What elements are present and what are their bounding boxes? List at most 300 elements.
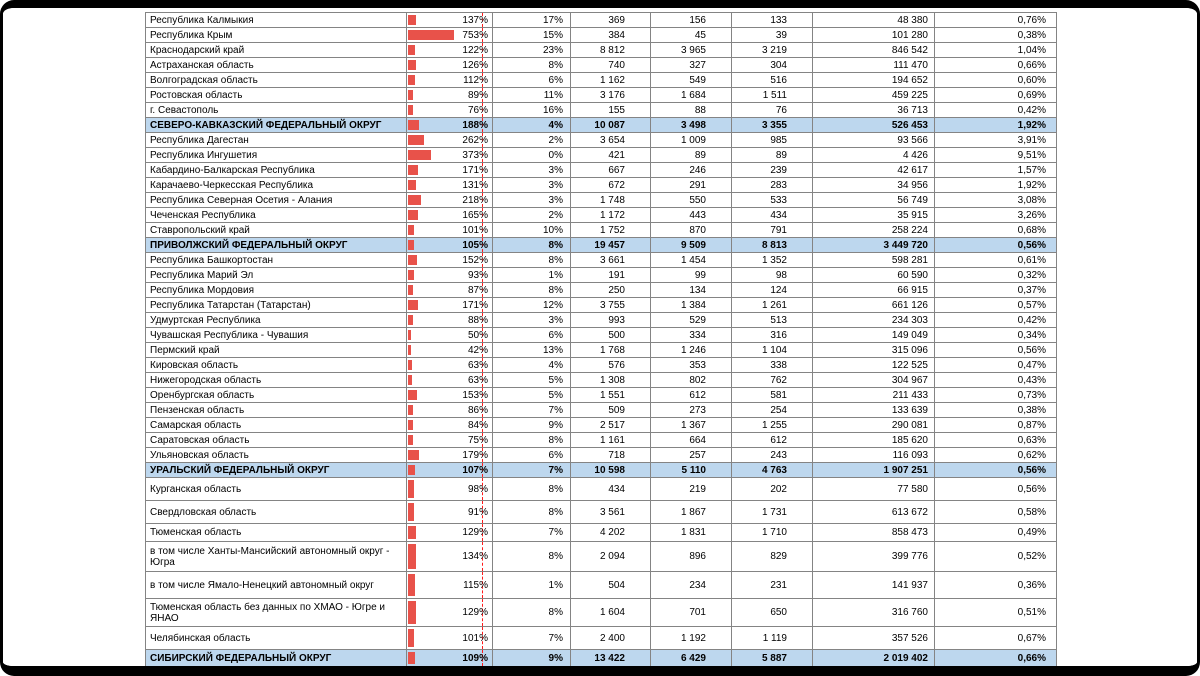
count-b-cell: 1 384 [651, 298, 732, 313]
count-c-cell: 513 [732, 313, 813, 328]
count-c-cell: 124 [732, 283, 813, 298]
region-name-cell: Тюменская область [146, 524, 407, 542]
growth-bar-cell [407, 193, 493, 208]
region-name-cell: УРАЛЬСКИЙ ФЕДЕРАЛЬНЫЙ ОКРУГ [146, 463, 407, 478]
growth-bar-cell [407, 358, 493, 373]
total-count-cell: 613 672 [813, 501, 935, 524]
growth-bar-cell [407, 208, 493, 223]
share-percent-cell: 10% [493, 223, 571, 238]
growth-bar-cell [407, 373, 493, 388]
share-percent-cell: 6% [493, 73, 571, 88]
growth-bar-cell [407, 103, 493, 118]
total-count-cell: 526 453 [813, 118, 935, 133]
count-c-cell: 650 [732, 599, 813, 627]
count-c-cell: 283 [732, 178, 813, 193]
region-row [146, 163, 1057, 178]
ratio-percent-cell: 0,66% [935, 58, 1057, 73]
count-c-cell: 98 [732, 268, 813, 283]
region-name-cell: в том числе Ханты-Мансийский автономный округ - Югра [146, 542, 407, 572]
count-a-cell: 740 [571, 58, 651, 73]
growth-bar-cell [407, 388, 493, 403]
share-percent-cell: 9% [493, 418, 571, 433]
share-percent-cell: 7% [493, 463, 571, 478]
region-name-cell: Чувашская Республика - Чувашия [146, 328, 407, 343]
district-total-row [146, 650, 1057, 667]
count-c-cell: 612 [732, 433, 813, 448]
total-count-cell: 598 281 [813, 253, 935, 268]
growth-bar-cell [407, 148, 493, 163]
share-percent-cell: 8% [493, 501, 571, 524]
ratio-percent-cell: 0,60% [935, 73, 1057, 88]
ratio-percent-cell: 0,76% [935, 13, 1057, 28]
region-name-cell: Челябинская область [146, 627, 407, 650]
total-count-cell: 60 590 [813, 268, 935, 283]
total-count-cell: 290 081 [813, 418, 935, 433]
count-a-cell: 993 [571, 313, 651, 328]
ratio-percent-cell: 1,04% [935, 43, 1057, 58]
count-c-cell: 1 119 [732, 627, 813, 650]
share-percent-cell: 3% [493, 178, 571, 193]
count-a-cell: 191 [571, 268, 651, 283]
count-a-cell: 3 661 [571, 253, 651, 268]
growth-percent-value: 87% [467, 284, 488, 296]
region-name-cell: Свердловская область [146, 501, 407, 524]
share-percent-cell: 5% [493, 388, 571, 403]
share-percent-cell: 13% [493, 343, 571, 358]
region-row [146, 313, 1057, 328]
count-b-cell: 870 [651, 223, 732, 238]
count-b-cell: 549 [651, 73, 732, 88]
count-c-cell: 985 [732, 133, 813, 148]
growth-bar-cell [407, 599, 493, 627]
total-count-cell: 304 967 [813, 373, 935, 388]
share-percent-cell: 8% [493, 433, 571, 448]
growth-percent-value: 131% [462, 179, 488, 191]
growth-percent-value: 86% [467, 404, 488, 416]
growth-bar-cell [407, 298, 493, 313]
region-row [146, 418, 1057, 433]
district-total-row [146, 463, 1057, 478]
share-percent-cell: 3% [493, 193, 571, 208]
ratio-percent-cell: 0,56% [935, 478, 1057, 501]
region-row [146, 478, 1057, 501]
growth-percent-value: 165% [462, 209, 488, 221]
share-percent-cell: 7% [493, 524, 571, 542]
region-name-cell: Республика Башкортостан [146, 253, 407, 268]
count-b-cell: 99 [651, 268, 732, 283]
ratio-percent-cell: 0,38% [935, 403, 1057, 418]
ratio-percent-cell: 0,56% [935, 238, 1057, 253]
growth-bar-cell [407, 223, 493, 238]
count-c-cell: 239 [732, 163, 813, 178]
growth-percent-value: 76% [467, 104, 488, 116]
growth-percent-value: 753% [462, 29, 488, 41]
ratio-percent-cell: 9,51% [935, 148, 1057, 163]
growth-bar-cell [407, 13, 493, 28]
region-name-cell: Республика Ингушетия [146, 148, 407, 163]
count-a-cell: 1 604 [571, 599, 651, 627]
region-name-cell: Саратовская область [146, 433, 407, 448]
region-name-cell: Ростовская область [146, 88, 407, 103]
share-percent-cell: 6% [493, 448, 571, 463]
region-row [146, 268, 1057, 283]
count-a-cell: 3 654 [571, 133, 651, 148]
ratio-percent-cell: 0,61% [935, 253, 1057, 268]
count-b-cell: 291 [651, 178, 732, 193]
growth-percent-value: 107% [462, 464, 488, 476]
growth-bar-cell [407, 542, 493, 572]
growth-percent-value: 262% [462, 134, 488, 146]
growth-bar-cell [407, 43, 493, 58]
count-a-cell: 500 [571, 328, 651, 343]
total-count-cell: 316 760 [813, 599, 935, 627]
region-name-cell: Республика Мордовия [146, 283, 407, 298]
ratio-percent-cell: 0,56% [935, 343, 1057, 358]
growth-bar-cell [407, 433, 493, 448]
region-name-cell: Чеченская Республика [146, 208, 407, 223]
count-b-cell: 134 [651, 283, 732, 298]
total-count-cell: 2 019 402 [813, 650, 935, 667]
region-name-cell: Ставропольский край [146, 223, 407, 238]
growth-percent-value: 218% [462, 194, 488, 206]
count-c-cell: 1 710 [732, 524, 813, 542]
growth-percent-value: 112% [463, 74, 488, 86]
growth-bar-cell [407, 133, 493, 148]
count-a-cell: 19 457 [571, 238, 651, 253]
region-row [146, 148, 1057, 163]
region-row [146, 524, 1057, 542]
region-row [146, 193, 1057, 208]
total-count-cell: 133 639 [813, 403, 935, 418]
count-b-cell: 664 [651, 433, 732, 448]
count-b-cell: 1 246 [651, 343, 732, 358]
ratio-percent-cell: 3,91% [935, 133, 1057, 148]
share-percent-cell: 4% [493, 118, 571, 133]
region-name-cell: в том числе Ямало-Ненецкий автономный округ [146, 572, 407, 599]
ratio-percent-cell: 0,73% [935, 388, 1057, 403]
ratio-percent-cell: 1,92% [935, 118, 1057, 133]
growth-percent-value: 373% [462, 149, 488, 161]
region-name-cell: Республика Татарстан (Татарстан) [146, 298, 407, 313]
count-a-cell: 4 202 [571, 524, 651, 542]
total-count-cell: 149 049 [813, 328, 935, 343]
share-percent-cell: 23% [493, 43, 571, 58]
growth-percent-value: 91% [467, 506, 488, 518]
region-name-cell: ПРИВОЛЖСКИЙ ФЕДЕРАЛЬНЫЙ ОКРУГ [146, 238, 407, 253]
total-count-cell: 846 542 [813, 43, 935, 58]
regions-statistics-table [145, 12, 1057, 667]
region-name-cell: Астраханская область [146, 58, 407, 73]
share-percent-cell: 11% [493, 88, 571, 103]
total-count-cell: 101 280 [813, 28, 935, 43]
region-name-cell: Республика Дагестан [146, 133, 407, 148]
count-b-cell: 3 965 [651, 43, 732, 58]
count-a-cell: 3 176 [571, 88, 651, 103]
count-b-cell: 550 [651, 193, 732, 208]
growth-bar-cell [407, 650, 493, 667]
count-b-cell: 156 [651, 13, 732, 28]
count-b-cell: 1 867 [651, 501, 732, 524]
region-row [146, 208, 1057, 223]
ratio-percent-cell: 1,57% [935, 163, 1057, 178]
region-row [146, 58, 1057, 73]
count-a-cell: 576 [571, 358, 651, 373]
share-percent-cell: 3% [493, 313, 571, 328]
region-name-cell: Тюменская область без данных по ХМАО - Югре и ЯНАО [146, 599, 407, 627]
count-c-cell: 3 219 [732, 43, 813, 58]
total-count-cell: 661 126 [813, 298, 935, 313]
count-a-cell: 667 [571, 163, 651, 178]
growth-percent-value: 171% [462, 299, 488, 311]
count-a-cell: 504 [571, 572, 651, 599]
growth-bar-cell [407, 478, 493, 501]
growth-bar-cell [407, 418, 493, 433]
total-count-cell: 56 749 [813, 193, 935, 208]
count-c-cell: 231 [732, 572, 813, 599]
share-percent-cell: 0% [493, 148, 571, 163]
growth-percent-value: 137% [462, 14, 488, 26]
growth-percent-value: 88% [467, 314, 488, 326]
ratio-percent-cell: 0,34% [935, 328, 1057, 343]
ratio-percent-cell: 0,42% [935, 103, 1057, 118]
ratio-percent-cell: 0,47% [935, 358, 1057, 373]
count-c-cell: 8 813 [732, 238, 813, 253]
count-a-cell: 3 755 [571, 298, 651, 313]
ratio-percent-cell: 0,51% [935, 599, 1057, 627]
total-count-cell: 111 470 [813, 58, 935, 73]
total-count-cell: 858 473 [813, 524, 935, 542]
growth-percent-value: 129% [462, 527, 488, 538]
ratio-percent-cell: 0,57% [935, 298, 1057, 313]
count-c-cell: 762 [732, 373, 813, 388]
count-a-cell: 3 561 [571, 501, 651, 524]
count-c-cell: 133 [732, 13, 813, 28]
total-count-cell: 34 956 [813, 178, 935, 193]
count-c-cell: 829 [732, 542, 813, 572]
share-percent-cell: 7% [493, 403, 571, 418]
growth-percent-value: 50% [467, 329, 488, 341]
growth-percent-value: 134% [462, 551, 488, 562]
count-b-cell: 701 [651, 599, 732, 627]
growth-bar-cell [407, 283, 493, 298]
count-a-cell: 8 812 [571, 43, 651, 58]
share-percent-cell: 1% [493, 268, 571, 283]
region-row [146, 343, 1057, 358]
region-name-cell: Ульяновская область [146, 448, 407, 463]
count-b-cell: 1 192 [651, 627, 732, 650]
share-percent-cell: 16% [493, 103, 571, 118]
region-name-cell: Волгоградская область [146, 73, 407, 88]
growth-bar-cell [407, 403, 493, 418]
growth-bar-cell [407, 268, 493, 283]
ratio-percent-cell: 3,08% [935, 193, 1057, 208]
count-c-cell: 4 763 [732, 463, 813, 478]
count-a-cell: 1 172 [571, 208, 651, 223]
total-count-cell: 194 652 [813, 73, 935, 88]
count-b-cell: 3 498 [651, 118, 732, 133]
region-name-cell: Кабардино-Балкарская Республика [146, 163, 407, 178]
growth-bar-cell [407, 58, 493, 73]
share-percent-cell: 8% [493, 283, 571, 298]
count-c-cell: 1 731 [732, 501, 813, 524]
region-row [146, 253, 1057, 268]
growth-percent-value: 42% [467, 344, 488, 356]
growth-bar-cell [407, 163, 493, 178]
ratio-percent-cell: 0,62% [935, 448, 1057, 463]
ratio-percent-cell: 0,36% [935, 572, 1057, 599]
total-count-cell: 66 915 [813, 283, 935, 298]
ratio-percent-cell: 0,56% [935, 463, 1057, 478]
page [3, 8, 1197, 666]
count-a-cell: 1 308 [571, 373, 651, 388]
region-row [146, 43, 1057, 58]
ratio-percent-cell: 0,49% [935, 524, 1057, 542]
region-row [146, 501, 1057, 524]
count-a-cell: 155 [571, 103, 651, 118]
growth-percent-value: 126% [462, 59, 488, 71]
growth-percent-value: 63% [467, 359, 488, 371]
growth-bar-cell [407, 313, 493, 328]
count-a-cell: 509 [571, 403, 651, 418]
count-a-cell: 1 752 [571, 223, 651, 238]
share-percent-cell: 6% [493, 328, 571, 343]
share-percent-cell: 2% [493, 133, 571, 148]
growth-percent-value: 98% [467, 483, 488, 495]
total-count-cell: 4 426 [813, 148, 935, 163]
ratio-percent-cell: 0,42% [935, 313, 1057, 328]
count-b-cell: 353 [651, 358, 732, 373]
share-percent-cell: 1% [493, 572, 571, 599]
ratio-percent-cell: 0,43% [935, 373, 1057, 388]
growth-bar-cell [407, 238, 493, 253]
count-b-cell: 327 [651, 58, 732, 73]
count-a-cell: 1 768 [571, 343, 651, 358]
count-b-cell: 1 009 [651, 133, 732, 148]
region-row [146, 103, 1057, 118]
region-row [146, 448, 1057, 463]
total-count-cell: 185 620 [813, 433, 935, 448]
region-row [146, 627, 1057, 650]
growth-bar-cell [407, 627, 493, 650]
count-b-cell: 529 [651, 313, 732, 328]
region-name-cell: Карачаево-Черкесская Республика [146, 178, 407, 193]
count-a-cell: 2 094 [571, 542, 651, 572]
total-count-cell: 1 907 251 [813, 463, 935, 478]
count-a-cell: 10 087 [571, 118, 651, 133]
count-b-cell: 443 [651, 208, 732, 223]
count-c-cell: 5 887 [732, 650, 813, 667]
count-a-cell: 2 400 [571, 627, 651, 650]
count-a-cell: 434 [571, 478, 651, 501]
count-c-cell: 533 [732, 193, 813, 208]
region-row [146, 223, 1057, 238]
growth-percent-value: 101% [462, 632, 488, 644]
count-a-cell: 384 [571, 28, 651, 43]
region-row [146, 73, 1057, 88]
growth-bar-cell [407, 73, 493, 88]
count-b-cell: 246 [651, 163, 732, 178]
growth-bar-cell [407, 253, 493, 268]
total-count-cell: 42 617 [813, 163, 935, 178]
count-c-cell: 316 [732, 328, 813, 343]
region-row [146, 358, 1057, 373]
region-row [146, 13, 1057, 28]
ratio-percent-cell: 0,52% [935, 542, 1057, 572]
count-b-cell: 9 509 [651, 238, 732, 253]
count-b-cell: 896 [651, 542, 732, 572]
count-a-cell: 718 [571, 448, 651, 463]
growth-bar-cell [407, 501, 493, 524]
share-percent-cell: 12% [493, 298, 571, 313]
share-percent-cell: 4% [493, 358, 571, 373]
share-percent-cell: 8% [493, 253, 571, 268]
count-b-cell: 1 684 [651, 88, 732, 103]
total-count-cell: 141 937 [813, 572, 935, 599]
region-row [146, 283, 1057, 298]
region-name-cell: Нижегородская область [146, 373, 407, 388]
share-percent-cell: 15% [493, 28, 571, 43]
growth-percent-value: 109% [462, 652, 488, 664]
growth-percent-value: 129% [462, 607, 488, 618]
region-name-cell: Республика Северная Осетия - Алания [146, 193, 407, 208]
total-count-cell: 234 303 [813, 313, 935, 328]
growth-bar-cell [407, 178, 493, 193]
count-a-cell: 10 598 [571, 463, 651, 478]
count-b-cell: 334 [651, 328, 732, 343]
count-b-cell: 234 [651, 572, 732, 599]
count-a-cell: 250 [571, 283, 651, 298]
ratio-percent-cell: 0,37% [935, 283, 1057, 298]
count-b-cell: 257 [651, 448, 732, 463]
count-c-cell: 1 255 [732, 418, 813, 433]
region-row [146, 542, 1057, 572]
region-row [146, 88, 1057, 103]
share-percent-cell: 3% [493, 163, 571, 178]
growth-bar-cell [407, 328, 493, 343]
growth-bar-cell [407, 343, 493, 358]
count-c-cell: 39 [732, 28, 813, 43]
region-name-cell: г. Севастополь [146, 103, 407, 118]
count-a-cell: 1 161 [571, 433, 651, 448]
ratio-percent-cell: 0,66% [935, 650, 1057, 667]
region-name-cell: СИБИРСКИЙ ФЕДЕРАЛЬНЫЙ ОКРУГ [146, 650, 407, 667]
growth-percent-value: 75% [467, 434, 488, 446]
growth-bar-cell [407, 463, 493, 478]
share-percent-cell: 2% [493, 208, 571, 223]
count-b-cell: 6 429 [651, 650, 732, 667]
growth-bar-cell [407, 88, 493, 103]
total-count-cell: 116 093 [813, 448, 935, 463]
growth-percent-value: 171% [462, 164, 488, 176]
count-c-cell: 791 [732, 223, 813, 238]
ratio-percent-cell: 3,26% [935, 208, 1057, 223]
total-count-cell: 357 526 [813, 627, 935, 650]
region-row [146, 328, 1057, 343]
growth-percent-value: 188% [462, 119, 488, 131]
count-c-cell: 581 [732, 388, 813, 403]
total-count-cell: 122 525 [813, 358, 935, 373]
ratio-percent-cell: 0,63% [935, 433, 1057, 448]
count-b-cell: 1 454 [651, 253, 732, 268]
growth-percent-value: 152% [462, 254, 488, 266]
share-percent-cell: 8% [493, 599, 571, 627]
count-b-cell: 273 [651, 403, 732, 418]
count-c-cell: 1 511 [732, 88, 813, 103]
count-c-cell: 243 [732, 448, 813, 463]
total-count-cell: 35 915 [813, 208, 935, 223]
growth-percent-value: 105% [462, 239, 488, 251]
region-name-cell: Пензенская область [146, 403, 407, 418]
